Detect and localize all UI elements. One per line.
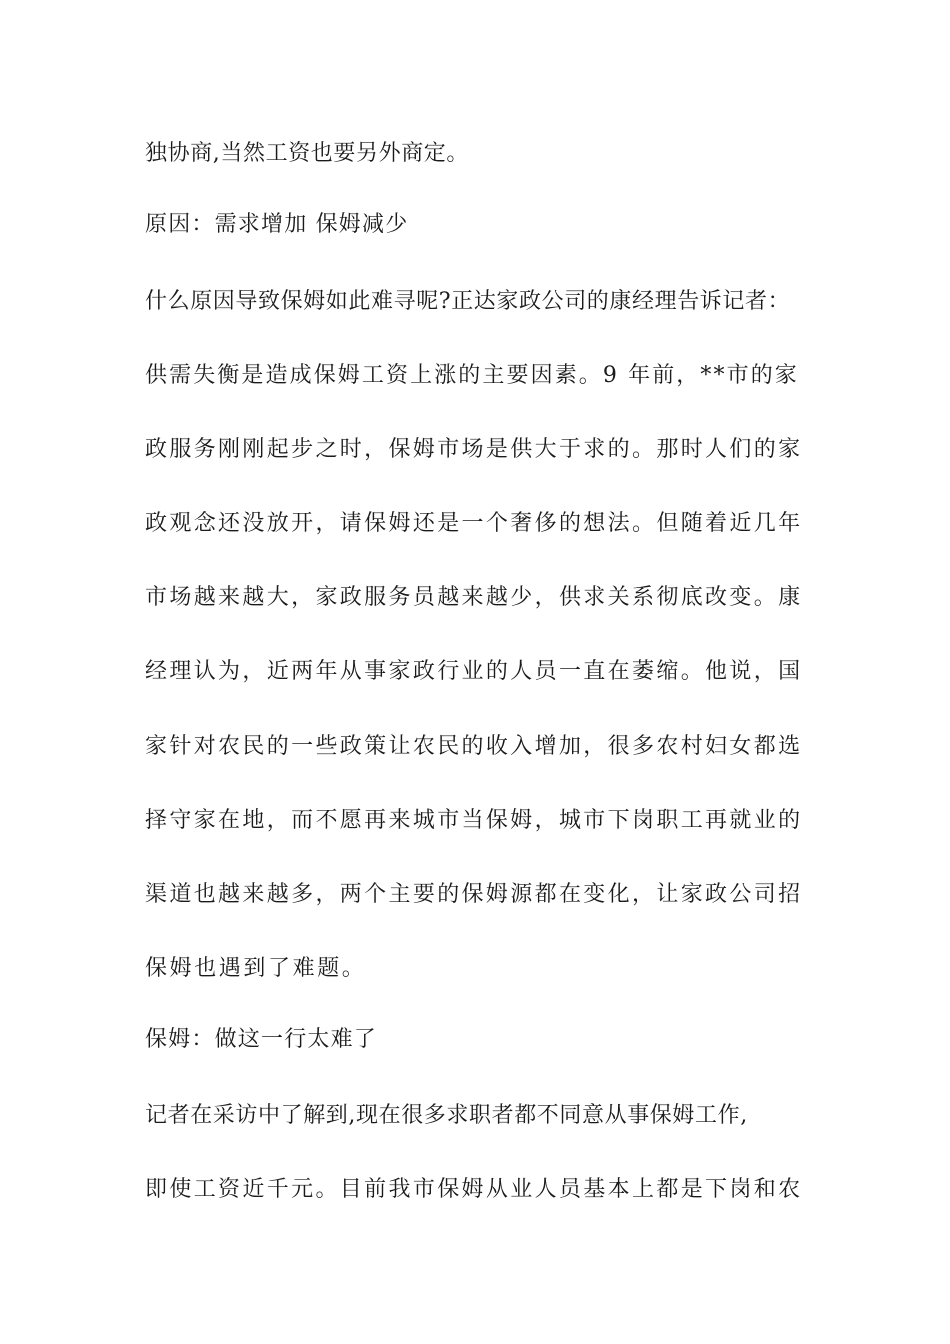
paragraph-line: 独协商,当然工资也要另外商定。 [145, 141, 469, 166]
paragraph-line: 什么原因导致保姆如此难寻呢?正达家政公司的康经理告诉记者： [145, 289, 791, 314]
paragraph-line: 保姆也遇到了难题。 [145, 956, 367, 981]
paragraph-line: 经理认为，近两年从事家政行业的人员一直在萎缩。他说，国 [145, 659, 803, 684]
paragraph-line: 供需失衡是造成保姆工资上涨的主要因素。9 年前，**市的家 [145, 363, 799, 388]
paragraph-line: 市场越来越大，家政服务员越来越少，供求关系彻底改变。康 [145, 585, 803, 610]
paragraph-line: 政观念还没放开，请保姆还是一个奢侈的想法。但随着近几年 [145, 511, 803, 536]
paragraph-line: 择守家在地，而不愿再来城市当保姆，城市下岗职工再就业的 [145, 808, 803, 833]
paragraph-line: 家针对农民的一些政策让农民的收入增加，很多农村妇女都选 [145, 734, 803, 759]
section-heading: 保姆：做这一行太难了 [145, 1027, 378, 1052]
paragraph-line: 政服务刚刚起步之时，保姆市场是供大于求的。那时人们的家 [145, 437, 803, 462]
section-heading: 原因：需求增加 保姆减少 [145, 212, 409, 237]
paragraph-line: 记者在采访中了解到,现在很多求职者都不同意从事保姆工作, [145, 1103, 748, 1128]
paragraph-line: 即使工资近千元。目前我市保姆从业人员基本上都是下岗和农 [145, 1177, 803, 1202]
paragraph-line: 渠道也越来越多，两个主要的保姆源都在变化，让家政公司招 [145, 882, 803, 907]
